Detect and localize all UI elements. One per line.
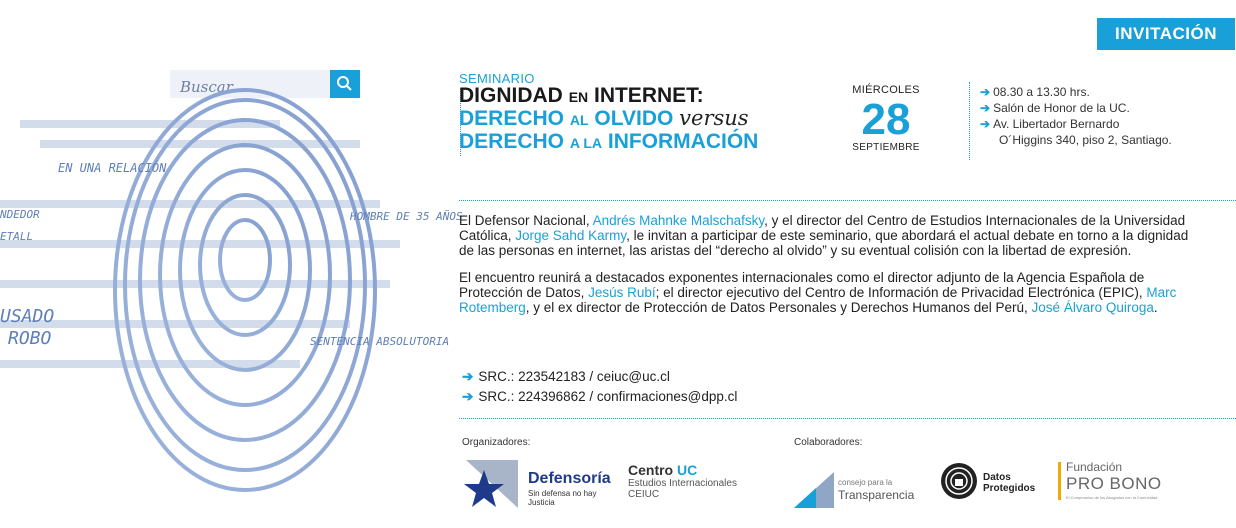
organizers-label: Organizadores: — [462, 437, 531, 448]
overlay-text-6: ROBO — [8, 328, 52, 349]
arrow-right-icon: ➔ — [980, 85, 991, 99]
invitation-body — [459, 213, 1199, 327]
arrow-right-icon: ➔ — [462, 389, 474, 404]
contacts — [462, 367, 737, 407]
day-name: MIÉRCOLES — [852, 84, 920, 96]
divider-bottom — [459, 418, 1236, 419]
overlay-text-2: HOMBRE DE 35 AÑOS — [350, 210, 463, 223]
collaborators-label: Colaboradores: — [794, 437, 863, 448]
contact-1: ➔ SRC.: 223542183 / ceiuc@uc.cl — [462, 369, 670, 384]
divider-top — [459, 200, 1236, 201]
overlay-text-4: ETALL — [0, 230, 34, 243]
lock-icon — [955, 479, 963, 486]
fingerprint-shape — [115, 90, 375, 490]
pro-bono-logo: Fundación PRO BONO El Compromiso de los Abogados con la Comunidad — [1058, 460, 1198, 508]
overlay-text-7: SENTENCIA ABSOLUTORIA — [310, 335, 450, 348]
event-date — [844, 84, 928, 153]
day-number: 28 — [861, 95, 911, 144]
search-icon-bg — [330, 70, 360, 98]
arrow-right-icon: ➔ — [980, 117, 991, 131]
overlay-text-3: NDEDOR — [0, 208, 40, 221]
paragraph-2: El encuentro reunirá a destacados exponentes internacionales como el director adjunto de la Agencia Española de Protección de Datos, Jesús Rubí; el director ejecutivo del Centro de Información de Privacidad Electrónica (EPIC), Marc Rotemberg, y el ex director de Protección de Datos Personales y Derechos Humanos del Perú, José Álvaro Quiroga. — [459, 270, 1177, 315]
invitation-badge: INVITACIÓN — [1097, 18, 1235, 50]
datos-protegidos-logo: Datos Protegidos — [940, 462, 1050, 502]
event-details: ➔ 08.30 a 13.30 hrs. ➔ Salón de Honor de la UC. ➔ Av. Libertador Bernardo O´Higgins 340, piso 2, Santiago. — [980, 85, 1172, 147]
details-separator — [969, 82, 970, 160]
arrow-right-icon: ➔ — [980, 101, 991, 115]
contact-2: ➔ SRC.: 224396862 / confirmaciones@dpp.cl — [462, 389, 738, 404]
overlay-text-1: EN UNA RELACIÓN — [58, 161, 167, 175]
transparencia-logo: consejo para la Transparencia — [794, 462, 934, 508]
arrow-right-icon: ➔ — [462, 369, 474, 384]
defensoria-logo: Defensoría Sin defensa no hay Justicia — [462, 456, 612, 512]
kicker: SEMINARIO — [459, 71, 535, 86]
paragraph-1: El Defensor Nacional, Andrés Mahnke Malschafsky, y el director del Centro de Estudios Internacionales de la Universidad Católica, Jorge Sahd Karmy, le invitan a participar de este seminario, que abordará el actual debate en torno a la dignidad de las personas en internet, las aristas del “derecho al olvido” y su eventual colisión con la libertad de expresión. — [459, 213, 1189, 258]
month: SEPTIEMBRE — [852, 142, 920, 153]
fingerprint-illustration — [0, 60, 463, 480]
search-label: Buscar — [180, 78, 233, 96]
centro-uc-logo: Centro UC Estudios Internacionales CEIUC — [628, 462, 737, 500]
seminar-title: SEMINARIO DIGNIDAD EN INTERNET: DERECHO AL OLVIDO versus DERECHO A LA INFORMACIÓN — [459, 71, 759, 153]
overlay-text-5: USADO — [0, 306, 55, 327]
